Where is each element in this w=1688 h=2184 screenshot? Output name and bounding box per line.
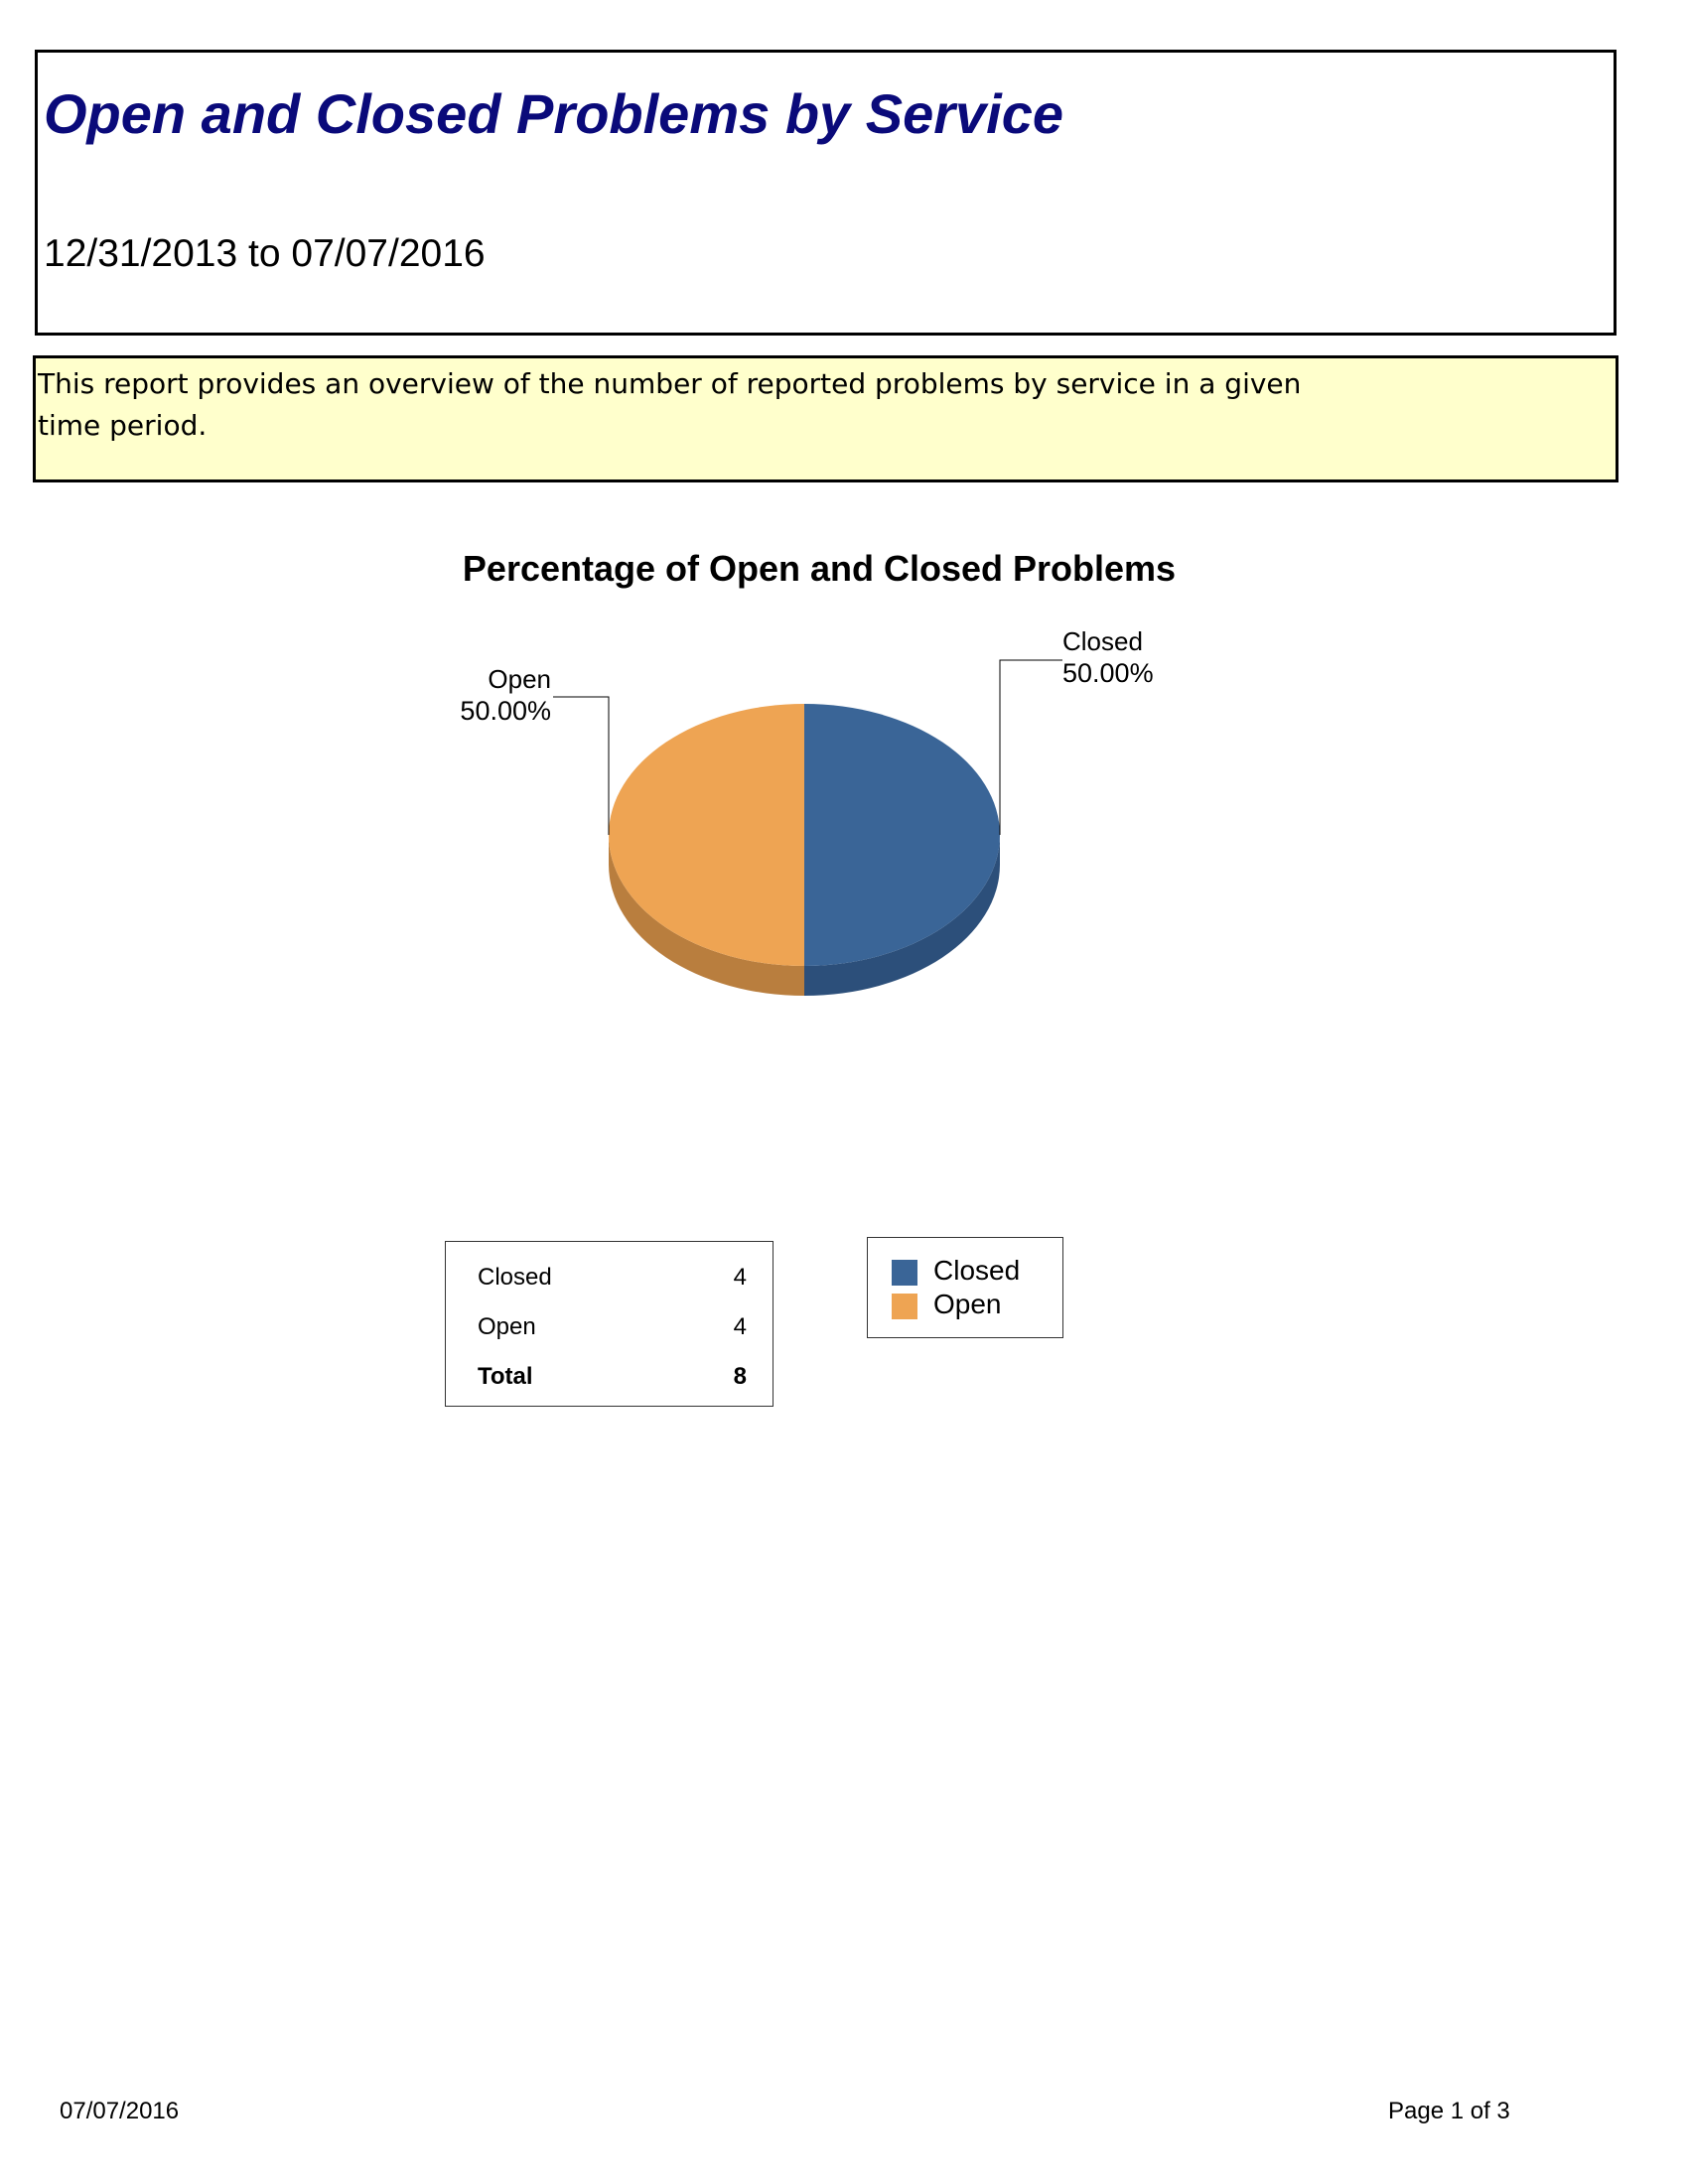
legend-label: Open	[933, 1289, 1002, 1319]
pie-label-percent: 50.00%	[1062, 658, 1154, 688]
summary-row-closed	[478, 1264, 747, 1294]
summary-row-total	[478, 1363, 747, 1393]
footer-date: 07/07/2016	[60, 2098, 180, 2124]
chart-legend	[867, 1237, 1063, 1338]
footer-page-number: Page 1 of 3	[1388, 2098, 1510, 2124]
summary-total-value: 8	[733, 1363, 747, 1390]
report-title: Open and Closed Problems by Service	[44, 82, 1064, 145]
summary-label: Open	[478, 1313, 536, 1340]
report-description: This report provides an overview of the number of reported problems by service in a given time period.	[38, 367, 1302, 442]
pie-label-name: Open	[488, 664, 551, 694]
chart-title: Percentage of Open and Closed Problems	[462, 548, 1177, 589]
legend-swatch	[892, 1260, 917, 1286]
legend-label: Closed	[933, 1255, 1021, 1286]
summary-value: 4	[733, 1313, 747, 1340]
pie-callout-line	[1000, 660, 1062, 835]
pie-label-percent: 50.00%	[460, 696, 551, 726]
summary-value: 4	[733, 1264, 747, 1291]
summary-table	[445, 1241, 774, 1407]
report-date-range: 12/31/2013 to 07/07/2016	[44, 232, 486, 275]
summary-row-open	[478, 1313, 747, 1343]
pie-label-name: Closed	[1062, 626, 1143, 656]
summary-label: Closed	[478, 1264, 552, 1291]
summary-total-label: Total	[478, 1363, 533, 1390]
legend-swatch	[892, 1294, 917, 1319]
pie-callout-line	[553, 697, 609, 835]
